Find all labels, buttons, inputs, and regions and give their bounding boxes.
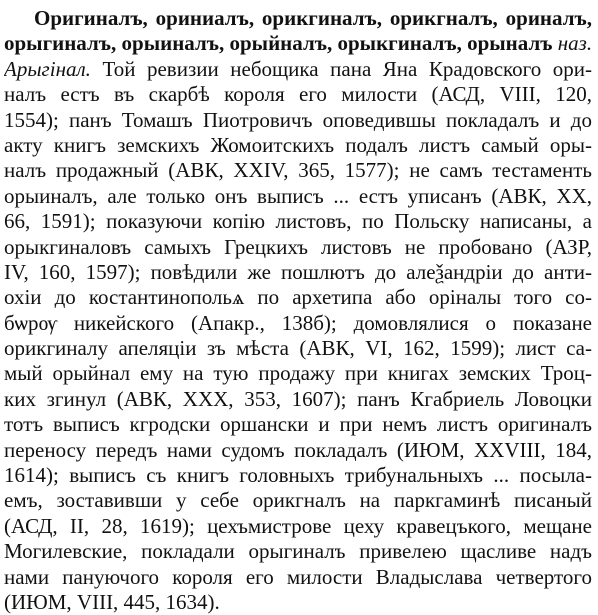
- entry-text-line: охіи до костантинопольѧ по архетипа або оріналы того со-: [4, 285, 592, 310]
- entry-text-line: 1614); выписъ съ книгъ головныхъ трибунальныхъ ... посыла-: [4, 463, 592, 488]
- entry-text-line: 66, 1591); показуючи копію листовъ, по Польску написаны, а: [4, 209, 592, 234]
- modern-form: Арыгінал.: [4, 56, 91, 81]
- entry-text-line: налъ естъ въ скарбѣ короля его милости (АСД, VIII, 120,: [4, 82, 592, 107]
- entry-text-line: орикгиналу апеляціи зъ мѣста (АВК, VI, 162, 1599); лист са-: [4, 336, 592, 361]
- entry-text-line: орыиналъ, але только онъ выписъ ... естъ уписанъ (АВК, XX,: [4, 183, 592, 208]
- entry-text-line: (АСД, II, 28, 1619); цехъмистрове цеху кравецъкого, мещане: [4, 513, 592, 538]
- entry-text-line: Той ревизии небощика пана Яна Крадовского ори-: [102, 56, 592, 81]
- entry-text-line: ких згинул (АВК, XXX, 353, 1607); панъ Кгабриель Ловоцки: [4, 386, 592, 411]
- entry-text-line: IV, 160, 1597); повѣдили же пошлютъ до алеѯандріи до анти-: [4, 259, 592, 284]
- entry-text-line: нами пануючого короля его милости Владыслава четвертого: [4, 564, 592, 589]
- entry-text-line-last: (ИЮМ, VIII, 445, 1634).: [4, 589, 220, 614]
- entry-text-line: бѡрѹ никейского (Апакр., 138б); домовлялися о показане: [4, 310, 592, 335]
- headwords-variants: орыгиналъ, орыиналъ, орыйналъ, орыкгиналъ, орыналъ: [4, 31, 553, 56]
- entry-line-3: [4, 57, 592, 82]
- headwords-line-2: [4, 31, 592, 56]
- entry-text-line: налъ продажный (АВК, XXIV, 365, 1577); не самъ тестаменть: [4, 158, 592, 183]
- entry-text-line: переносу передъ нами судомъ покладалъ (ИЮМ, XXVIII, 184,: [4, 437, 592, 462]
- label-noun-abbrev: наз.: [557, 31, 592, 56]
- entry-text-line: Могилевские, покладали орыгиналъ привелею щасливе надъ: [4, 539, 592, 564]
- entry-text-line: тотъ выписъ кгродски оршански и при немъ листъ оригиналъ: [4, 412, 592, 437]
- entry-text-line: орыкгиналовъ самыхъ Грецкихъ листовъ не пробовано (АЗР,: [4, 234, 592, 259]
- entry-text-line: емъ, зоставивши у себе орикгналъ на паркгаминѣ писаный: [4, 488, 592, 513]
- entry-text-line: акту книгъ земскихъ Жомоитскихъ подалъ листъ самый оры-: [4, 132, 592, 157]
- headwords-line-1: Оригиналъ, ориниалъ, орикгиналъ, орикгналъ, ориналъ,: [34, 6, 592, 30]
- entry-text-line: мый орыйнал ему на тую продажу при книгах земских Троц-: [4, 361, 592, 386]
- entry-text-line: 1554); панъ Томашъ Пиотровичъ оповедившы покладалъ и до: [4, 107, 592, 132]
